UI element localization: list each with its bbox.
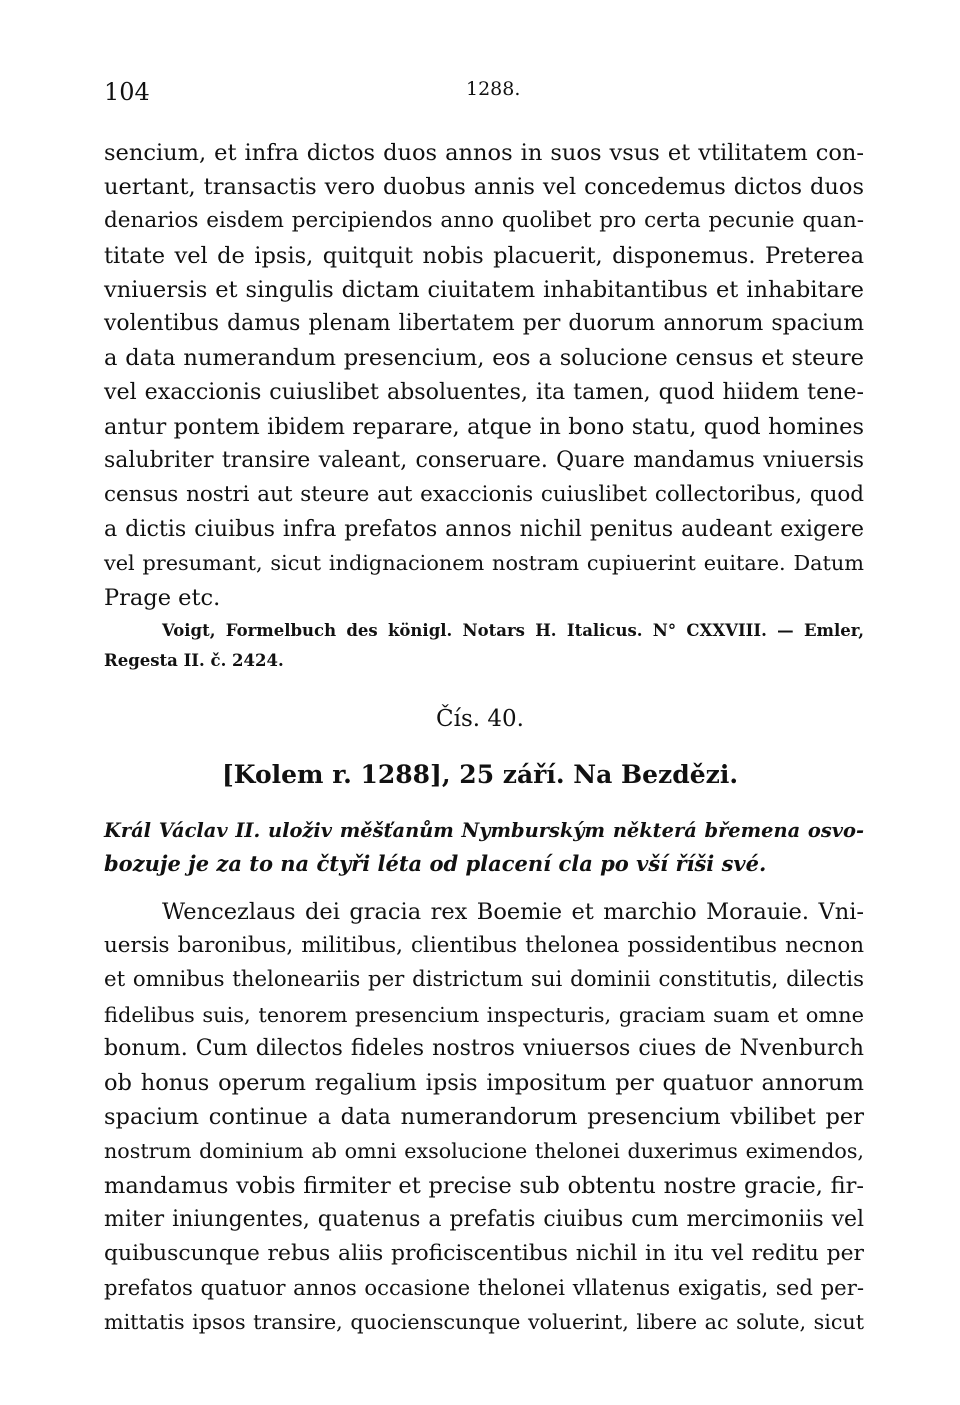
- text-line: mittatis ipsos transire, quocienscunque voluerint, libere ac solute, sicut: [104, 1310, 864, 1335]
- charter-text: [104, 895, 864, 1340]
- text-line: uertant, transactis vero duobus annis vel concedemus dictos duos: [104, 174, 864, 201]
- text-line: mandamus vobis firmiter et precise sub obtentu nostre gracie, fir-: [104, 1172, 864, 1199]
- text-line: volentibus damus plenam libertatem per duorum annorum spacium: [104, 311, 864, 337]
- regest-line: bozuje je za to na čtyři léta od placení cla po vší říši své.: [104, 851, 767, 876]
- text-line: fidelibus suis, tenorem presencium inspecturis, graciam suam et omne: [104, 1002, 864, 1027]
- page-number: 104: [104, 78, 150, 106]
- text-line: et omnibus theloneariis per districtum sui dominii constitutis, dilectis: [104, 967, 864, 993]
- text-line: census nostri aut steure aut exaccionis cuiuslibet collectoribus, quod: [104, 482, 864, 508]
- regest-line: Král Václav II. uloživ měšťanům Nymburským některá břemena osvo-: [104, 819, 864, 842]
- document-number: Čís. 40.: [436, 706, 524, 732]
- running-header: [104, 78, 864, 108]
- source-citation: [104, 616, 864, 676]
- text-line: denarios eisdem percipiendos anno quolibet pro certa pecunie quan-: [104, 208, 864, 234]
- text-line: bonum. Cum dilectos fideles nostros vniuersos ciues de Nvenburch: [104, 1035, 864, 1061]
- text-line: sencium, et infra dictos duos annos in suos vsus et vtilitatem con-: [104, 140, 864, 166]
- citation-line: Voigt, Formelbuch des königl. Notars H. Italicus. N° CXXVIII. — Emler,: [162, 621, 864, 640]
- text-line: Wencezlaus dei gracia rex Boemie et marchio Morauie. Vni-: [162, 899, 864, 925]
- continuation-paragraph: [104, 136, 864, 615]
- text-line: nostrum dominium ab omni exsolucione thelonei duxerimus eximendos,: [104, 1139, 864, 1164]
- document-regest: [104, 814, 864, 880]
- text-line: salubriter transire valeant, conseruare. Quare mandamus vniuersis: [104, 447, 864, 473]
- text-line: a dictis ciuibus infra prefatos annos nichil penitus audeant exigere: [104, 516, 864, 543]
- text-line: quibuscunque rebus aliis proficiscentibus nichil in itu vel reditu per: [104, 1241, 864, 1267]
- text-line: titate vel de ipsis, quitquit nobis placuerit, disponemus. Preterea: [104, 242, 864, 269]
- text-line: vel exaccionis cuiuslibet absoluentes, ita tamen, quod hiidem tene-: [104, 379, 864, 406]
- running-head-year: 1288.: [466, 78, 521, 100]
- text-line: Prage etc.: [104, 584, 221, 611]
- text-line: ob honus operum regalium ipsis impositum per quatuor annorum: [104, 1070, 864, 1097]
- text-line: spacium continue a data numerandorum presencium vbilibet per: [104, 1104, 864, 1131]
- citation-line: Regesta II. č. 2424.: [104, 651, 284, 670]
- text-line: vniuersis et singulis dictam ciuitatem inhabitantibus et inhabitare: [104, 276, 864, 303]
- text-line: antur pontem ibidem reparare, atque in bono statu, quod homines: [104, 413, 864, 440]
- text-line: vel presumant, sicut indignacionem nostram cupiuerint euitare. Datum: [104, 551, 864, 576]
- text-line: a data numerandum presencium, eos a solucione census et steure: [104, 345, 864, 372]
- text-line: uersis baronibus, militibus, clientibus thelonea possidentibus necnon: [104, 933, 864, 959]
- text-line: prefatos quatuor annos occasione thelonei vllatenus exigatis, sed per-: [104, 1275, 864, 1301]
- document-heading: [Kolem r. 1288], 25 září. Na Bezdězi.: [221, 760, 739, 789]
- text-line: miter iniungentes, quatenus a prefatis ciuibus cum mercimoniis vel: [104, 1206, 864, 1232]
